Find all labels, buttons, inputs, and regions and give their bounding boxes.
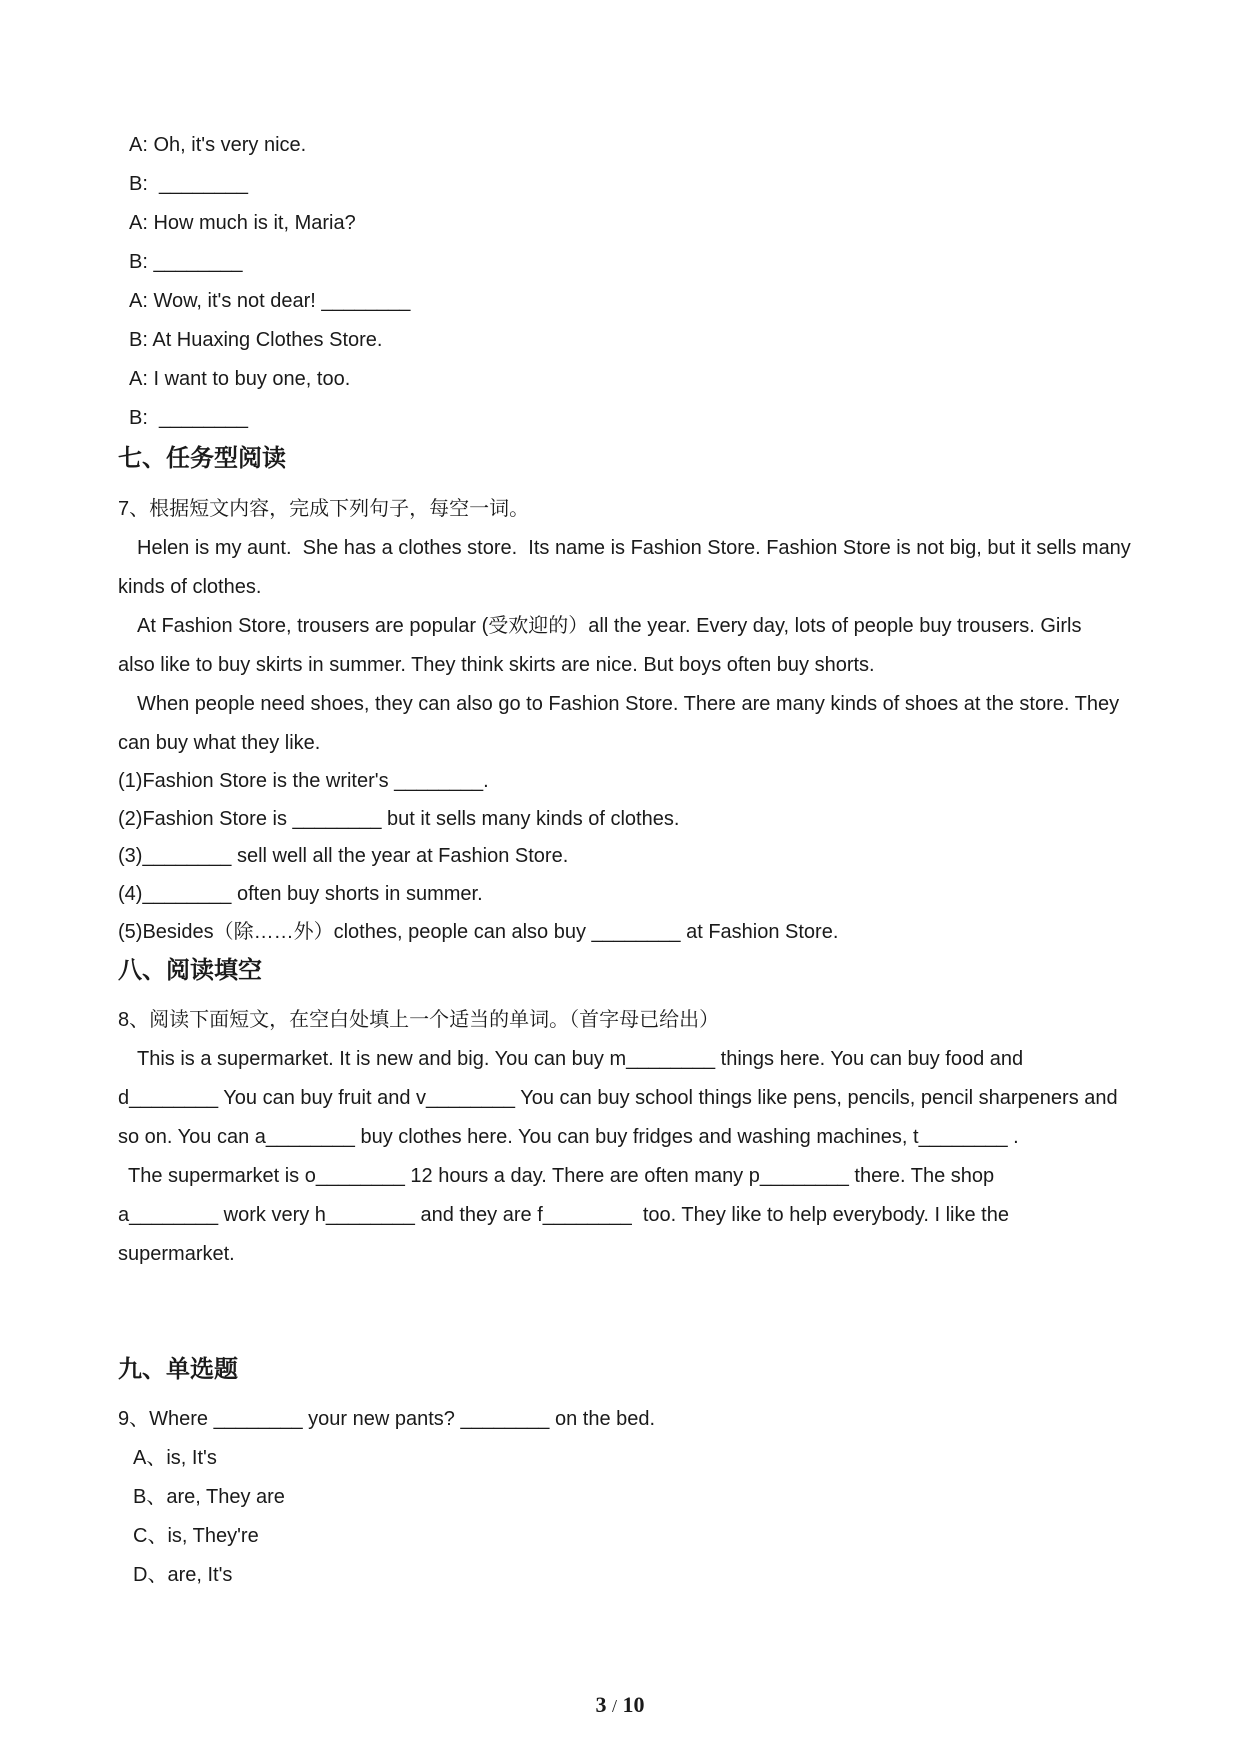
- passage-line: also like to buy skirts in summer. They think skirts are nice. But boys often buy shorts.: [118, 654, 875, 676]
- section-heading: 七、任务型阅读: [118, 444, 286, 472]
- dialogue-line: B: At Huaxing Clothes Store.: [129, 329, 383, 351]
- fill-in-item: (2)Fashion Store is ________ but it sells many kinds of clothes.: [118, 808, 680, 830]
- passage-line: so on. You can a________ buy clothes here. You can buy fridges and washing machines, t________ .: [118, 1126, 1019, 1148]
- passage-line: a________ work very h________ and they are f________ too. They like to help everybody. I like the: [118, 1204, 1009, 1226]
- page-total: 10: [622, 1692, 645, 1717]
- passage-line: supermarket.: [118, 1243, 235, 1265]
- question-instruction: 7、根据短文内容，完成下列句子，每空一词。: [118, 498, 530, 520]
- page-number: [0, 1692, 1240, 1718]
- question-stem: 9、Where ________ your new pants? ________ on the bed.: [118, 1408, 656, 1430]
- fill-in-item: (1)Fashion Store is the writer's ________.: [118, 770, 489, 792]
- dialogue-line: B: ________: [129, 251, 243, 273]
- dialogue-line: A: I want to buy one, too.: [129, 368, 351, 390]
- passage-line: kinds of clothes.: [118, 576, 262, 598]
- answer-option-c: C、is, They're: [133, 1525, 259, 1547]
- passage-line: This is a supermarket. It is new and big. You can buy m________ things here. You can buy food and: [137, 1048, 1024, 1070]
- passage-line: can buy what they like.: [118, 732, 321, 754]
- passage-line: When people need shoes, they can also go to Fashion Store. There are many kinds of shoes at the store. They: [137, 693, 1120, 715]
- passage-line: Helen is my aunt. She has a clothes store. Its name is Fashion Store. Fashion Store is not big, but it sells many: [137, 537, 1131, 559]
- passage-line: The supermarket is o________ 12 hours a day. There are often many p________ there. The shop: [128, 1165, 995, 1187]
- section-heading: 八、阅读填空: [118, 956, 262, 984]
- dialogue-line: A: How much is it, Maria?: [129, 212, 356, 234]
- answer-option-a: A、is, It's: [133, 1447, 217, 1469]
- question-instruction: 8、阅读下面短文，在空白处填上一个适当的单词。（首字母已给出）: [118, 1009, 720, 1031]
- answer-option-d: D、are, It's: [133, 1564, 233, 1586]
- page-current: 3: [595, 1692, 607, 1717]
- dialogue-line: A: Oh, it's very nice.: [129, 134, 307, 156]
- fill-in-item: (5)Besides（除……外）clothes, people can also buy ________ at Fashion Store.: [118, 921, 839, 943]
- section-heading: 九、单选题: [118, 1355, 238, 1383]
- page-separator: /: [611, 1696, 617, 1716]
- dialogue-line: A: Wow, it's not dear! ________: [129, 290, 411, 312]
- passage-line: At Fashion Store, trousers are popular (受欢迎的）all the year. Every day, lots of people buy trousers. Girls: [137, 615, 1082, 637]
- answer-option-b: B、are, They are: [133, 1486, 285, 1508]
- fill-in-item: (3)________ sell well all the year at Fashion Store.: [118, 845, 569, 867]
- passage-line: d________ You can buy fruit and v________ You can buy school things like pens, pencils, pencil sharpeners and: [118, 1087, 1118, 1109]
- dialogue-line: B: ________: [129, 173, 248, 195]
- fill-in-item: (4)________ often buy shorts in summer.: [118, 883, 483, 905]
- dialogue-line: B: ________: [129, 407, 248, 429]
